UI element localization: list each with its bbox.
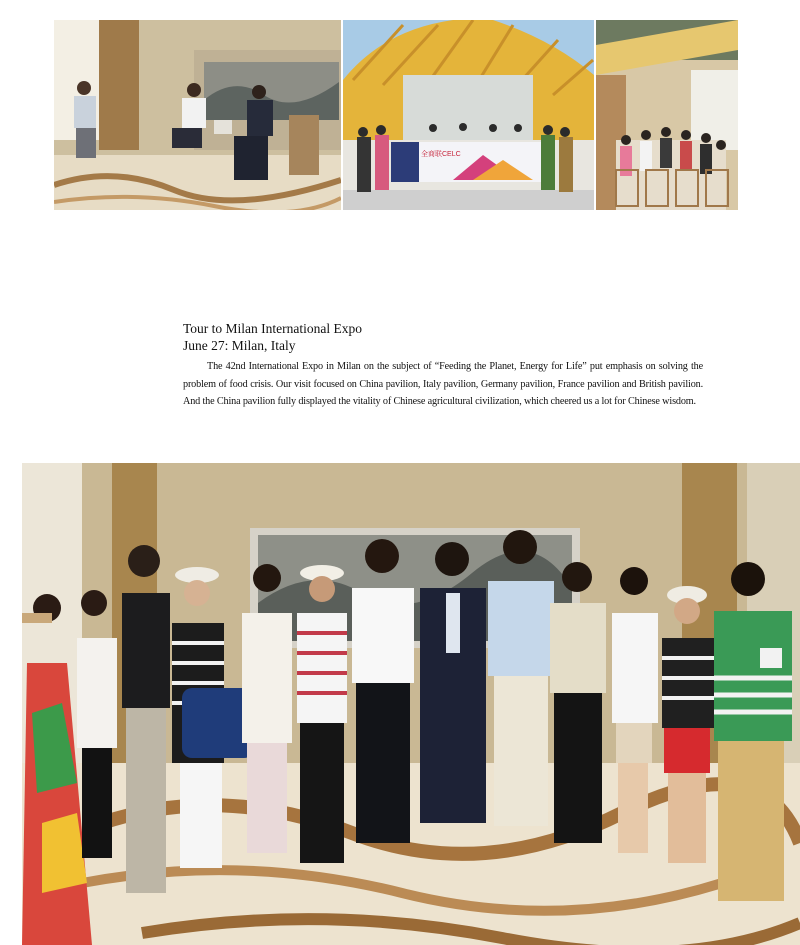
dining-group-photo [596,20,738,210]
article-date: June 27: Milan, Italy [183,338,296,353]
article [183,320,703,411]
meeting-lounge-photo [54,20,341,210]
article-body: The 42nd International Expo in Milan on the subject of “Feeding the Planet, Energy for Life” put emphasis on solving the problem of food crisis. Our visit focused on China pavilion, Italy pavilion, Germany pavilion, France pavilion and British pavilion. And the China pavilion fully displayed the vitality of Chinese agricultural civilization, which cheered us a lot for Chinese wisdom. [183,361,703,407]
china-pavilion-group-photo [343,20,594,210]
banner-text: 全商联CELC [421,151,461,158]
delegation-group-photo [22,463,800,945]
article-title: Tour to Milan International Expo [183,321,363,336]
